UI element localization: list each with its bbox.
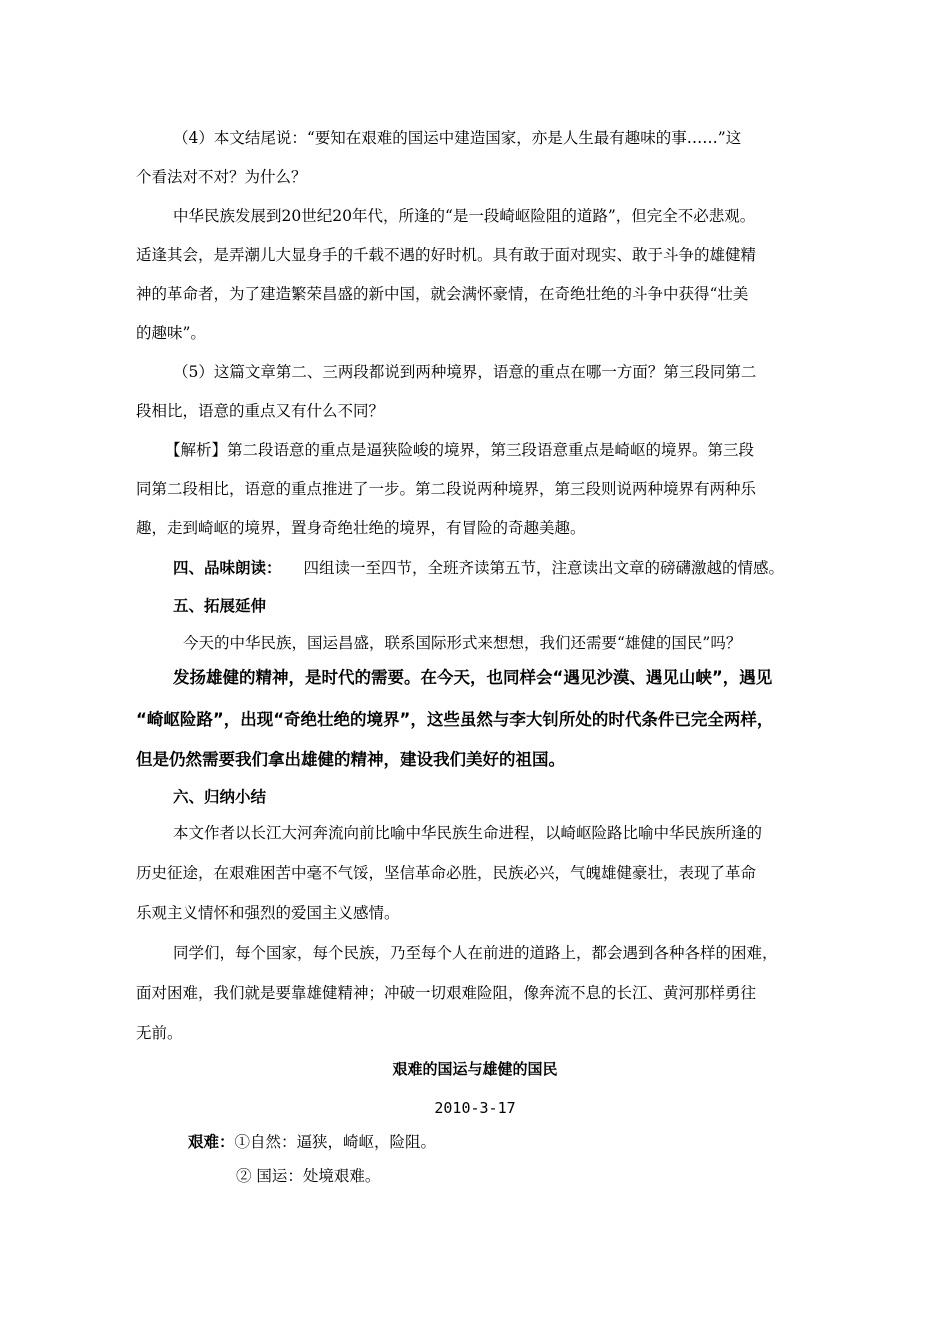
blackboard-item-1-text: ①自然：逼狭，崎岖，险阻。 (234, 1133, 437, 1151)
analysis-line-1: 【解析】第二段语意的重点是逼狭险峻的境界，第三段语意重点是崎岖的境界。第三段 (165, 441, 755, 459)
answer-4-line-3: 神的革命者，为了建造繁荣昌盛的新中国，就会满怀豪情，在奇绝壮绝的斗争中获得“壮美 (136, 285, 749, 303)
closing-line-3: 无前。 (136, 1024, 183, 1042)
closing-line-2: 面对困难，我们就是要靠雄健精神；冲破一切艰难险阻，像奔流不息的长江、黄河那样勇往 (136, 984, 757, 1002)
extension-answer-line-2: “崎岖险路”，出现“奇绝壮绝的境界”，这些虽然与李大钊所处的时代条件已完全两样， (136, 710, 774, 729)
extension-answer-line-1: 发扬雄健的精神，是时代的需要。在今天，也同样会“遇见沙漠、遇见山峡”，遇见 (173, 668, 773, 687)
summary-line-2: 历史征途，在艰难困苦中毫不气馁，坚信革命必胜，民族必兴，气魄雄健豪壮，表现了革命 (136, 864, 757, 882)
summary-line-3: 乐观主义情怀和强烈的爱国主义感情。 (136, 904, 400, 922)
section-4-heading: 四、品味朗读： (173, 559, 282, 577)
blackboard-title: 艰难的国运与雄健的国民 (392, 1060, 558, 1078)
answer-4-line-2: 适逢其会，是弄潮儿大显身手的千载不遇的好时机。具有敢于面对现实、敢于斗争的雄健精 (136, 246, 757, 264)
section-4-reading (173, 558, 784, 578)
analysis-line-3: 趣，走到崎岖的境界，置身奇绝壮绝的境界，有冒险的奇趣美趣。 (136, 519, 586, 537)
section-4-text: 四组读一至四节，全班齐读第五节，注意读出文章的磅礴激越的情感。 (303, 559, 785, 577)
closing-line-1: 同学们，每个国家，每个民族，乃至每个人在前进的道路上，都会遇到各种各样的困难， (173, 944, 778, 962)
extension-question: 今天的中华民族，国运昌盛，联系国际形式来想想，我们还需要“雄健的国民”吗？ (183, 634, 742, 652)
question-4-line-1: （4）本文结尾说：“要知在艰难的国运中建造国家，亦是人生最有趣味的事……”这 (173, 129, 742, 147)
blackboard-item-2: ② 国运：处境艰难。 (236, 1167, 381, 1185)
question-5-line-1: （5）这篇文章第二、三两段都说到两种境界，语意的重点在哪一方面？第三段同第二 (173, 363, 757, 381)
blackboard-term: 艰难： (188, 1133, 235, 1151)
question-5-line-2: 段相比，语意的重点又有什么不同？ (136, 402, 385, 420)
analysis-line-2: 同第二段相比，语意的重点推进了一步。第二段说两种境界，第三段则说两种境界有两种乐 (136, 480, 757, 498)
question-4-line-2: 个看法对不对？为什么？ (136, 168, 307, 186)
section-6-heading: 六、归纳小结 (173, 788, 267, 806)
extension-answer-line-3: 但是仍然需要我们拿出雄健的精神，建设我们美好的祖国。 (136, 750, 565, 769)
section-5-heading: 五、拓展延伸 (173, 597, 267, 615)
answer-4-line-4: 的趣味”。 (136, 324, 206, 342)
blackboard-date: 2010-3-17 (434, 1099, 516, 1117)
blackboard-item-1 (188, 1132, 436, 1152)
answer-4-line-1: 中华民族发展到20世纪20年代，所逢的“是一段崎岖险阻的道路”，但完全不必悲观。 (173, 207, 756, 225)
summary-line-1: 本文作者以长江大河奔流向前比喻中华民族生命进程，以崎岖险路比喻中华民族所逢的 (173, 824, 763, 842)
